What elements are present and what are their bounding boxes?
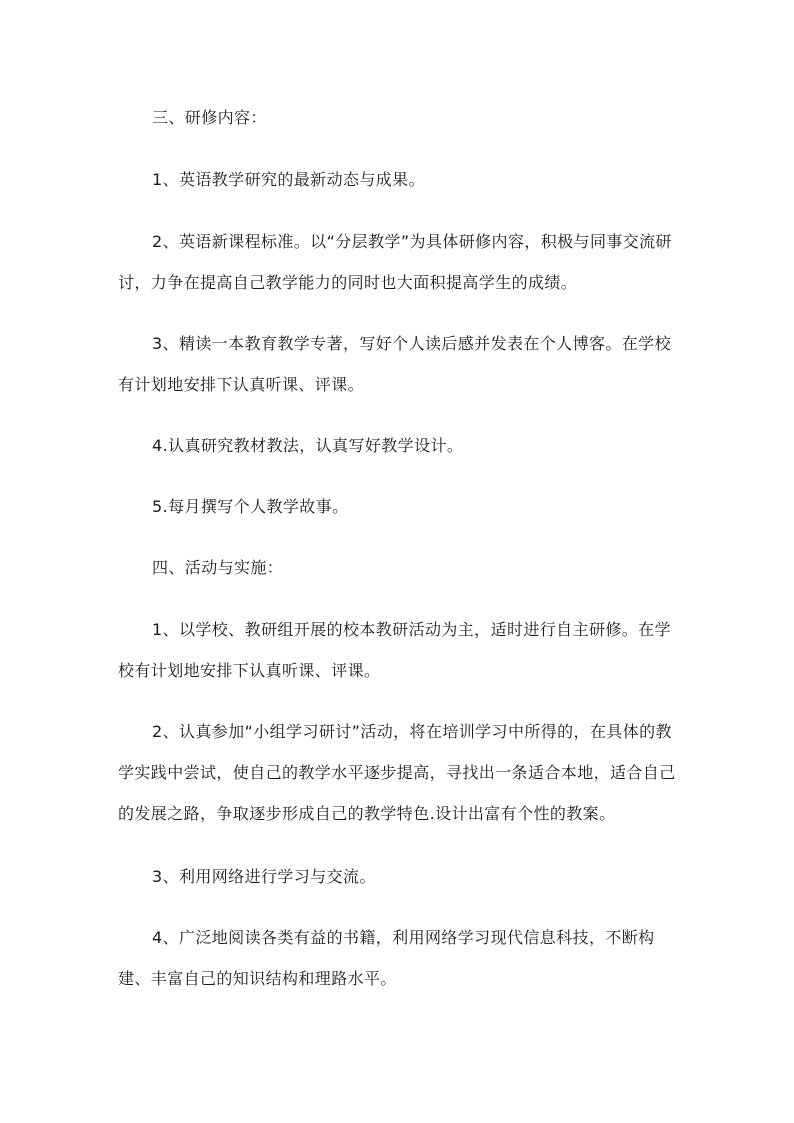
paragraph-item-1: 1、英语教学研究的最新动态与成果。 <box>152 170 425 189</box>
section-heading-activities: 四、活动与实施： <box>152 558 284 577</box>
paragraph-item-4: 4.认真研究教材教法，认真写好教学设计。 <box>152 436 464 455</box>
paragraph-item-2: 2、英语新课程标准。以“分层教学”为具体研修内容，积极与同事交流研讨，力争在提高自己教学能力的同时也大面积提高学生的成绩。 <box>118 232 672 292</box>
paragraph-activity-4: 4、广泛地阅读各类有益的书籍，利用网络学习现代信息科技，不断构建、丰富自己的知识结构和理路水平。 <box>118 928 655 988</box>
paragraph-item-5: 5.每月撰写个人教学故事。 <box>152 497 349 516</box>
paragraph-activity-1: 1、以学校、教研组开展的校本教研活动为主，适时进行自主研修。在学校有计划地安排下认真听课、评课。 <box>118 620 671 680</box>
paragraph-activity-2: 2、认真参加“小组学习研讨”活动，将在培训学习中所得的，在具体的教学实践中尝试，使自己的教学水平逐步提高，寻找出一条适合本地，适合自己的发展之路，争取逐步形成自己的教学特色.设计出富有个性的教案。 <box>118 722 676 823</box>
section-heading-research-content: 三、研修内容： <box>152 108 267 127</box>
paragraph-activity-3: 3、利用网络进行学习与交流。 <box>152 867 376 886</box>
paragraph-item-3: 3、精读一本教育教学专著，写好个人读后感并发表在个人博客。在学校有计划地安排下认真听课、评课。 <box>118 334 671 394</box>
